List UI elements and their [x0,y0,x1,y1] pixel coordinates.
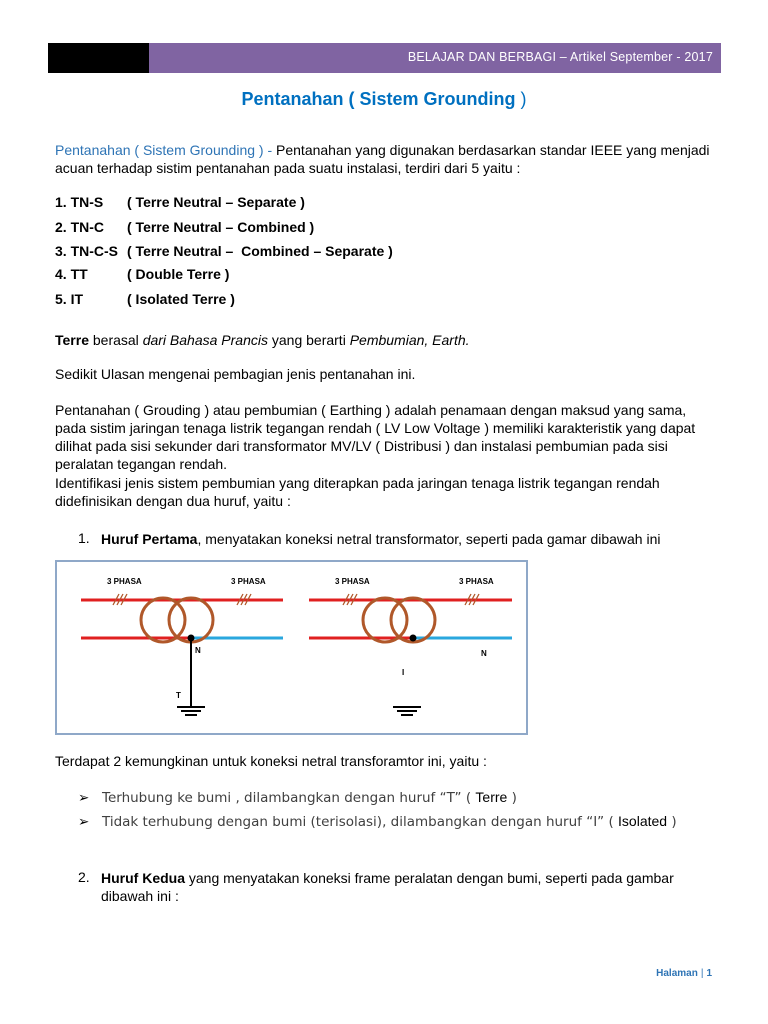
second-letter-item [101,869,721,905]
header-bar [149,43,721,73]
system-desc: ( Isolated Terre ) [127,291,235,307]
system-code: 5. IT [55,291,84,307]
phase-label: 3 PHASA [459,577,494,586]
intro-text: Pentanahan yang digunakan berdasarkan standar IEEE yang menjadi acuan terhadap sistim pentanahan pada suatu instalasi, terdiri dari 5 yaitu : [55,142,710,176]
item-text: , menyatakan koneksi netral transformator, seperti pada gamar dibawah ini [197,531,661,547]
phase-label: 3 PHASA [231,577,266,586]
system-code: 2. TN-C [55,219,104,235]
system-code: 1. TN-S [55,194,104,210]
header-text: BELAJAR DAN BERBAGI – Artikel September - 2017 [407,50,713,64]
diagram-svg [57,562,526,733]
item-bold: Huruf Pertama [101,531,198,547]
diagram-it [309,577,512,715]
neutral-connection-diagram [55,560,528,735]
bullet-text: Terhubung ke bumi , dilambangkan dengan huruf “T” ( [102,790,476,806]
system-code: 3. TN-C-S [55,243,118,259]
bullet-term: Isolated [618,813,668,829]
header-black-block [48,43,149,73]
title-close: ) [520,89,527,109]
terre-definition [55,331,715,349]
bullet-term: Terre [475,789,508,805]
identification-paragraph: Identifikasi jenis sistem pembumian yang diterapkan pada jaringan tenaga listrik tegangan rendah didefinisikan dengan dua huruf, yaitu : [55,475,660,509]
item-text: yang menyatakan koneksi frame peralatan dengan bumi, seperti pada gambar dibawah ini : [101,870,674,904]
bullet-item [78,813,677,830]
system-desc: ( Double Terre ) [127,266,230,282]
system-item [55,219,314,235]
intro-paragraph [55,141,715,177]
item-number: 1. [78,530,90,546]
bullet-text: ) [667,814,677,830]
transformer-coil [363,598,407,642]
diagram-tn [81,577,283,715]
system-item [55,194,305,210]
title-main: Pentanahan ( Sistem Grounding [241,89,516,109]
item-number: 2. [78,869,90,885]
arrow-bullet-icon: ➢ [78,790,90,806]
footer-label: Halaman [656,968,698,979]
system-item [55,291,235,307]
ulasan-paragraph: Sedikit Ulasan mengenai pembagian jenis pentanahan ini. [55,366,416,382]
system-desc: ( Terre Neutral – Separate ) [127,194,305,210]
terre-label: T [176,691,181,700]
terre-text: berasal [88,332,143,348]
system-item [55,266,229,282]
neutral-label: N [195,646,201,655]
phase-label: 3 PHASA [335,577,370,586]
terre-word: Terre [55,332,89,348]
system-desc: ( Terre Neutral – Combined – Separate ) [127,243,393,259]
phase-label: 3 PHASA [107,577,142,586]
isolated-label: I [402,668,405,677]
page-footer [656,968,712,979]
grounding-paragraph: Pentanahan ( Grouding ) atau pembumian ( Earthing ) adalah penamaan dengan maksud yang sama, pada sistim jaringan tenaga listrik tegangan rendah ( LV Low Voltage ) memiliki karakteristik yang dapat dilihat pada sisi sekunder dari transformator MV/LV ( Distribusi ) dan instalasi pembumian pada sisi peralatan tegangan rendah. [55,402,696,472]
first-letter-item [101,530,721,548]
kemungkinan-paragraph: Terdapat 2 kemungkinan untuk koneksi netral transforamtor ini, yaitu : [55,753,487,769]
footer-separator: | [700,968,704,979]
arrow-bullet-icon: ➢ [78,814,90,830]
neutral-label: N [481,649,487,658]
page-title [0,89,768,110]
item-bold: Huruf Kedua [101,870,185,886]
system-item [55,243,393,259]
terre-origin: dari Bahasa Prancis [142,332,268,348]
bullet-text: ) [507,790,517,806]
page-number: 1 [706,968,712,979]
bullet-text: Tidak terhubung dengan bumi (terisolasi), dilambangkan dengan huruf “I” ( [102,814,619,830]
terre-text: yang berarti [267,332,350,348]
system-desc: ( Terre Neutral – Combined ) [127,219,315,235]
terre-meaning: Pembumian, Earth. [349,332,470,348]
transformer-coil [141,598,185,642]
intro-highlight: Pentanahan ( Sistem Grounding ) - [55,142,273,158]
system-code: 4. TT [55,266,88,282]
neutral-point [410,635,417,642]
bullet-item [78,789,517,806]
